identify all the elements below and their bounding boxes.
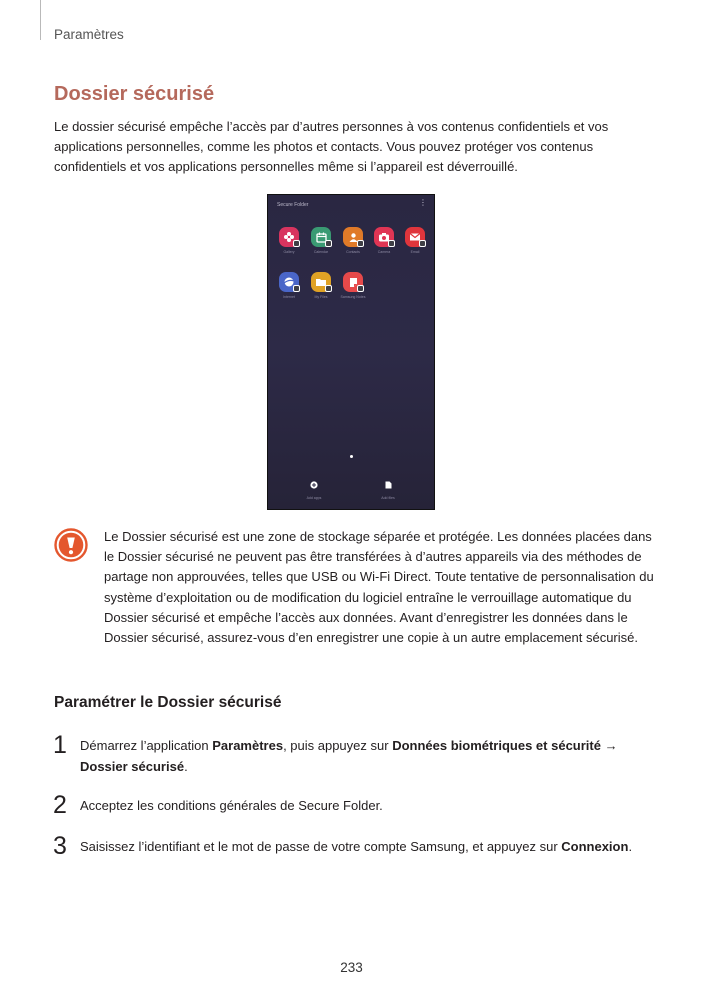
secure-badge-icon — [388, 240, 395, 247]
sign-in-ref: Connexion — [561, 839, 629, 854]
page-indicator — [350, 455, 353, 458]
app-label: Contacts — [346, 250, 360, 254]
app-my-files[interactable] — [306, 272, 336, 306]
file-icon — [385, 481, 392, 489]
secure-folder-ref: Dossier sécurisé — [80, 758, 185, 774]
add-apps-button[interactable] — [294, 476, 334, 500]
phone-screenshot — [267, 194, 435, 510]
page-number: 233 — [340, 960, 363, 975]
app-samsung-notes[interactable] — [338, 272, 368, 306]
phone-header-title: Secure Folder — [277, 202, 309, 208]
more-vert-icon[interactable]: ⋮ — [419, 198, 426, 207]
app-contacts[interactable] — [338, 227, 368, 261]
app-label: Gallery — [283, 250, 295, 254]
step-2-text: Acceptez les conditions générales de Secure Folder. — [80, 798, 383, 813]
secure-badge-icon — [357, 240, 364, 247]
margin-rule — [40, 0, 41, 40]
add-icon — [310, 481, 318, 489]
secure-badge-icon — [293, 285, 300, 292]
secure-badge-icon — [293, 240, 300, 247]
subsection-title: Paramétrer le Dossier sécurisé — [54, 694, 282, 711]
add-files-label: Add files — [381, 496, 395, 500]
step-number: 3 — [53, 832, 67, 860]
app-calendar[interactable] — [306, 227, 336, 261]
app-label: Samsung Notes — [340, 295, 366, 299]
app-label: Camera — [377, 250, 391, 254]
secure-badge-icon — [325, 285, 332, 292]
app-email[interactable] — [400, 227, 430, 261]
running-head: Paramètres — [54, 27, 124, 42]
add-files-button[interactable] — [368, 476, 408, 500]
app-label: Internet — [283, 295, 295, 299]
app-gallery[interactable] — [274, 227, 304, 261]
step-3-text: Saisissez l’identifiant et le mot de passe de votre compte Samsung, et appuyez sur Connexion. — [80, 839, 633, 854]
secure-badge-icon — [419, 240, 426, 247]
step-1-text: Démarrez l’application Paramètres, puis appuyez sur Données biométriques et sécurité → Dossier sécurisé. — [80, 738, 618, 774]
settings-app-ref: Paramètres — [212, 738, 284, 753]
app-internet[interactable] — [274, 272, 304, 306]
intro-paragraph: Le dossier sécurisé empêche l’accès par d’autres personnes à vos contenus confidentiels et vos applications personnelles, comme les photos et contacts. Vous pouvez protéger vos contenus confidentiels et vos applications personnelles même si l’appareil est déverrouillé. — [54, 119, 609, 174]
step-number: 2 — [53, 791, 67, 819]
app-label: My Files — [314, 295, 328, 299]
warning-text: Le Dossier sécurisé est une zone de stockage séparée et protégée. Les données placées dans le Dossier sécurisé ne peuvent pas être transférées à d’autres appareils via des méthodes de partage non approuvées, telles que USB ou Wi-Fi Direct. Toute tentative de personnalisation du système d’exploitation ou de modification du logiciel entraîne le verrouillage automatique du Dossier sécurisé et empêche l’accès aux données. Avant d’enregistrer les données dans le Dossier sécurisé, assurez-vous d’en enregistrer une copie à un autre emplacement sécurisé. — [104, 529, 654, 646]
add-apps-label: Add apps — [306, 496, 322, 500]
secure-badge-icon — [325, 240, 332, 247]
secure-badge-icon — [357, 285, 364, 292]
biometrics-security-ref: Données biométriques et sécurité — [392, 738, 601, 753]
step-number: 1 — [53, 731, 67, 759]
app-label: Email — [410, 250, 420, 254]
app-camera[interactable] — [369, 227, 399, 261]
warning-icon — [54, 528, 88, 562]
app-label: Calendar — [313, 250, 329, 254]
section-title: Dossier sécurisé — [54, 83, 215, 105]
